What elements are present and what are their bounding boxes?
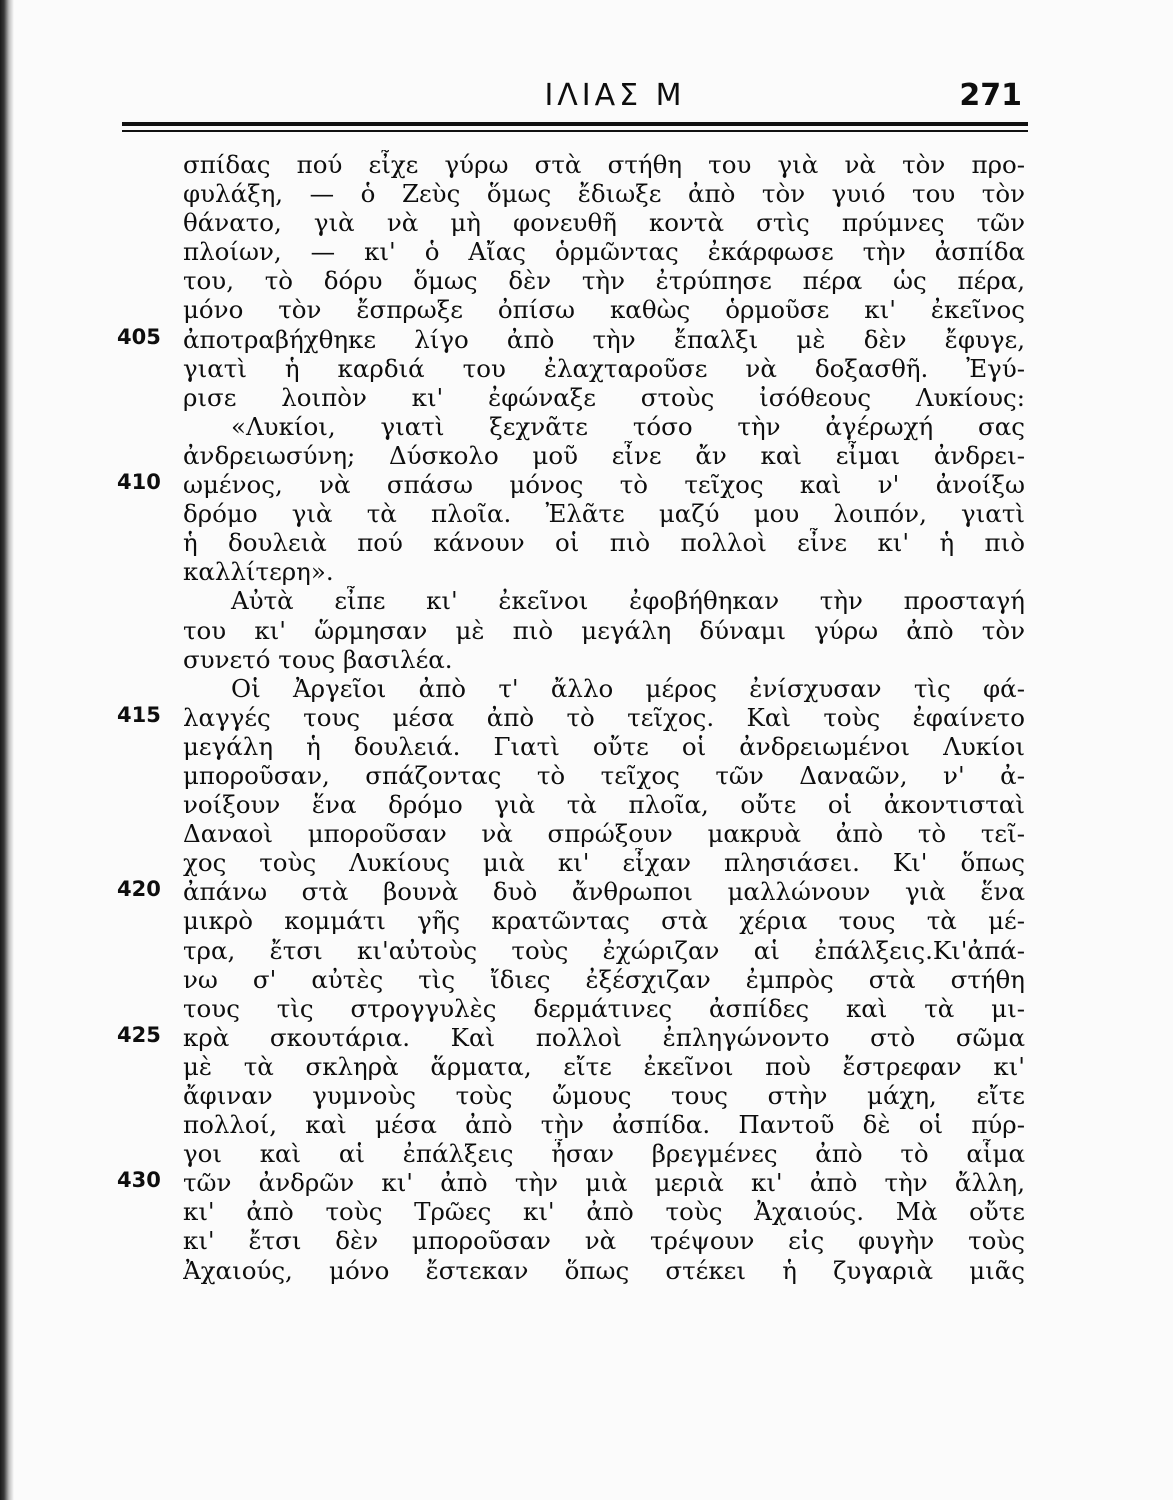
- text-line: καλλίτερη».: [183, 557, 334, 587]
- header-rule: [122, 122, 1028, 126]
- text-line: χος τοὺς Λυκίους μιὰ κι' εἶχαν πλησιάσει. Κι' ὅπως: [183, 848, 1025, 878]
- text-line: Αὐτὰ εἶπε κι' ἐκεῖνοι ἐφοβήθηκαν τὴν προσταγή: [231, 586, 1025, 616]
- text-line: τρα, ἔτσι κι'αὐτοὺς τοὺς ἐχώριζαν αἱ ἐπάλξεις.Κι'ἀπά-: [183, 935, 1025, 965]
- text-line: ἀποτραβήχθηκε λίγο ἀπὸ τὴν ἔπαλξι μὲ δὲν ἔφυγε,: [183, 324, 1025, 354]
- text-line: νω σ' αὐτὲς τὶς ἴδιες ἐξέσχιζαν ἐμπρὸς στὰ στήθη: [183, 964, 1025, 994]
- text-line: τους τὶς στρογγυλὲς δερμάτινες ἀσπίδες καὶ τὰ μι-: [183, 993, 1025, 1023]
- text-line: ἀνδρειωσύνη; Δύσκολο μοῦ εἶνε ἄν καὶ εἶμαι ἀνδρει-: [183, 440, 1025, 470]
- text-line: πολλοί, καὶ μέσα ἀπὸ τὴν ἀσπίδα. Παντοῦ δὲ οἱ πύρ-: [183, 1110, 1025, 1140]
- text-line: λαγγές τους μέσα ἀπὸ τὸ τεῖχος. Καὶ τοὺς ἐφαίνετο: [183, 702, 1025, 732]
- text-line: «Λυκίοι, γιατὶ ξεχνᾶτε τόσο τὴν ἀγέρωχή σας: [231, 411, 1025, 441]
- line-number: 410: [117, 470, 161, 494]
- header-rule-thin: [122, 130, 1028, 132]
- text-line: γιατὶ ἡ καρδιά του ἐλαχταροῦσε νὰ δοξασθῆ. Ἐγύ-: [183, 353, 1025, 383]
- text-line: ἄφιναν γυμνοὺς τοὺς ὤμους τους στὴν μάχη, εἴτε: [183, 1081, 1025, 1110]
- text-line: Δαναοὶ μποροῦσαν νὰ σπρώξουν μακρυὰ ἀπὸ τὸ τεῖ-: [183, 819, 1025, 849]
- text-line: ἀπάνω στὰ βουνὰ δυὸ ἄνθρωποι μαλλώνουν γιὰ ἕνα: [183, 877, 1025, 907]
- text-line: Οἱ Ἀργεῖοι ἀπὸ τ' ἄλλο μέρος ἐνίσχυσαν τὶς φά-: [231, 673, 1025, 703]
- text-line: μόνο τὸν ἔσπρωξε ὀπίσω καθὼς ὁρμοῦσε κι' ἐκεῖνος: [183, 295, 1025, 325]
- text-line: φυλάξη, — ὁ Ζεὺς ὅμως ἔδιωξε ἀπὸ τὸν γυιό του τὸν: [183, 179, 1025, 209]
- text-line: τῶν ἀνδρῶν κι' ἀπὸ τὴν μιὰ μεριὰ κι' ἀπὸ τὴν ἄλλη,: [183, 1168, 1025, 1198]
- body-text: [117, 150, 1025, 1285]
- text-line: ἡ δουλειὰ πού κάνουν οἱ πιὸ πολλοὶ εἶνε κι' ἡ πιὸ: [183, 528, 1025, 558]
- text-line: ρισε λοιπὸν κι' ἐφώναξε στοὺς ἰσόθεους Λυκίους:: [183, 382, 1025, 412]
- text-line: σπίδας πού εἶχε γύρω στὰ στήθη του γιὰ νὰ τὸν προ-: [183, 150, 1025, 179]
- text-line: Ἀχαιούς, μόνο ἔστεκαν ὅπως στέκει ἡ ζυγαριὰ μιᾶς: [183, 1255, 1025, 1285]
- page-number: 271: [959, 78, 1022, 113]
- text-line: ωμένος, νὰ σπάσω μόνος τὸ τεῖχος καὶ ν' ἀνοίξω: [183, 470, 1025, 500]
- text-line: μποροῦσαν, σπάζοντας τὸ τεῖχος τῶν Δαναῶν, ν' ἀ-: [183, 760, 1025, 790]
- text-line: του κι' ὥρμησαν μὲ πιὸ μεγάλη δύναμι γύρω ἀπὸ τὸν: [183, 615, 1025, 645]
- text-line: του, τὸ δόρυ ὅμως δὲν τὴν ἐτρύπησε πέρα ὡς πέρα,: [183, 266, 1025, 296]
- line-number: 425: [117, 1023, 161, 1047]
- text-line: πλοίων, — κι' ὁ Αἴας ὁρμῶντας ἐκάρφωσε τὴν ἀσπίδα: [183, 237, 1025, 267]
- text-line: νοίξουν ἕνα δρόμο γιὰ τὰ πλοῖα, οὔτε οἱ ἀκοντισταὶ: [183, 790, 1025, 820]
- running-title: ΙΛΙΑΣ Μ: [544, 78, 686, 113]
- page-header: [120, 78, 1030, 128]
- text-line: δρόμο γιὰ τὰ πλοῖα. Ἐλᾶτε μαζύ μου λοιπόν, γιατὶ: [183, 499, 1025, 529]
- text-line: μὲ τὰ σκληρὰ ἅρματα, εἴτε ἐκεῖνοι ποὺ ἔστρεφαν κι': [183, 1051, 1025, 1081]
- text-line: μικρὸ κομμάτι γῆς κρατῶντας στὰ χέρια τους τὰ μέ-: [183, 906, 1025, 936]
- text-line: κι' ἔτσι δὲν μποροῦσαν νὰ τρέψουν εἰς φυγὴν τοὺς: [183, 1226, 1025, 1256]
- text-line: θάνατο, γιὰ νὰ μὴ φονευθῆ κοντὰ στὶς πρύμνες τῶν: [183, 208, 1025, 238]
- line-number: 415: [117, 703, 161, 727]
- line-number: 430: [117, 1168, 161, 1192]
- text-line: κι' ἀπὸ τοὺς Τρῶες κι' ἀπὸ τοὺς Ἀχαιούς. Μὰ οὔτε: [183, 1197, 1025, 1227]
- text-line: μεγάλη ἡ δουλειά. Γιατὶ οὔτε οἱ ἀνδρειωμένοι Λυκίοι: [183, 731, 1025, 761]
- book-spine-shadow: [0, 0, 14, 1500]
- text-line: κρὰ σκουτάρια. Καὶ πολλοὶ ἐπληγώνοντο στὸ σῶμα: [183, 1022, 1025, 1052]
- line-number: 420: [117, 877, 161, 901]
- text-line: γοι καὶ αἱ ἐπάλξεις ἦσαν βρεγμένες ἀπὸ τὸ αἷμα: [183, 1139, 1025, 1169]
- line-number: 405: [117, 325, 161, 349]
- text-line: συνετό τους βασιλέα.: [183, 644, 453, 674]
